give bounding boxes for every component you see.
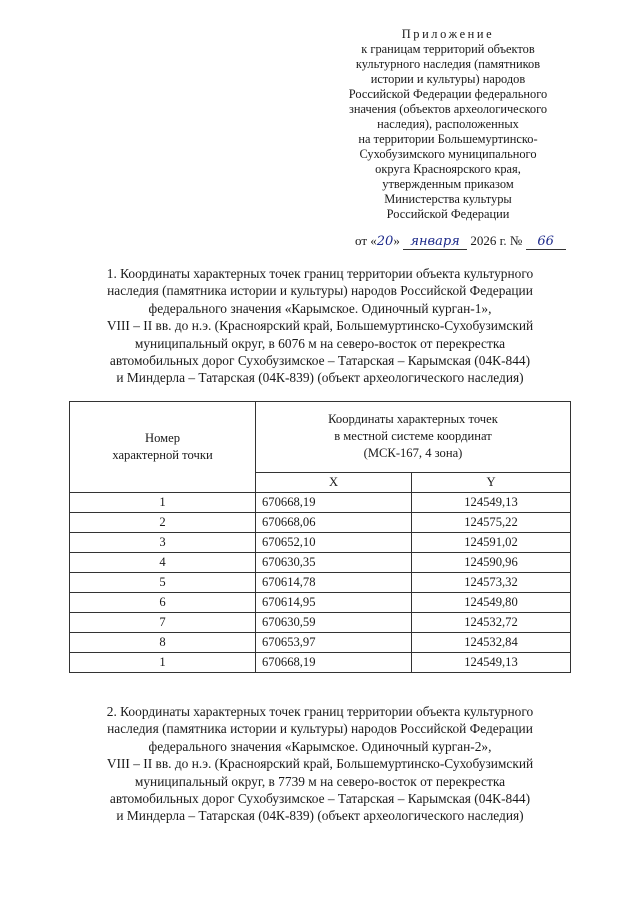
coord-y: 124549,13 bbox=[412, 493, 571, 513]
appendix-line: округа Красноярского края, bbox=[375, 162, 521, 176]
coord-y: 124549,80 bbox=[412, 593, 571, 613]
coord-x: 670630,35 bbox=[256, 553, 412, 573]
coord-y: 124532,84 bbox=[412, 633, 571, 653]
appendix-line: наследия), расположенных bbox=[377, 117, 519, 131]
point-number: 5 bbox=[70, 573, 256, 593]
table-row bbox=[70, 653, 571, 673]
section-line: наследия (памятника истории и культуры) народов Российской Федерации bbox=[107, 721, 533, 737]
section-line: муниципальный округ, в 7739 м на северо-восток от перекрестка bbox=[134, 773, 506, 789]
point-number: 7 bbox=[70, 613, 256, 633]
appendix-title: Приложение bbox=[401, 27, 495, 41]
coord-y: 124575,22 bbox=[412, 513, 571, 533]
section-line: VIII – II вв. до н.э. (Красноярский край, Большемуртинско-Сухобузимский bbox=[106, 756, 534, 772]
table-row bbox=[70, 573, 571, 593]
section-line: муниципальный округ, в 6076 м на северо-восток от перекрестка bbox=[134, 335, 506, 351]
appendix-line: Министерства культуры bbox=[384, 192, 512, 206]
order-number: 66 bbox=[526, 234, 566, 250]
order-year: 2026 г. № bbox=[470, 233, 523, 248]
coord-y: 124549,13 bbox=[412, 653, 571, 673]
table-row bbox=[70, 553, 571, 573]
section-line: и Миндерла – Татарская (04К-839) (объект археологического наследия) bbox=[116, 808, 524, 824]
table-row bbox=[70, 593, 571, 613]
section-line: наследия (памятника истории и культуры) народов Российской Федерации bbox=[107, 283, 533, 299]
coord-y: 124573,32 bbox=[412, 573, 571, 593]
header-y: Y bbox=[412, 472, 571, 492]
order-date-line bbox=[355, 233, 566, 250]
order-prefix: от « bbox=[355, 233, 377, 248]
point-number: 4 bbox=[70, 553, 256, 573]
header-x: X bbox=[256, 472, 412, 492]
section-line: федерального значения «Карымское. Одиночный курган-2», bbox=[148, 738, 492, 754]
section-line: автомобильных дорог Сухобузимское – Татарская – Карымская (04К-844) bbox=[109, 353, 531, 369]
coord-y: 124591,02 bbox=[412, 533, 571, 553]
table-row bbox=[70, 513, 571, 533]
section-2-heading bbox=[70, 703, 570, 825]
appendix-line: значения (объектов археологического bbox=[348, 102, 548, 116]
appendix-line: к границам территорий объектов bbox=[361, 42, 535, 56]
coord-x: 670668,19 bbox=[256, 493, 412, 513]
coord-x: 670653,97 bbox=[256, 633, 412, 653]
appendix-header bbox=[330, 27, 566, 222]
coord-x: 670668,19 bbox=[256, 653, 412, 673]
point-number: 2 bbox=[70, 513, 256, 533]
appendix-line: культурного наследия (памятников bbox=[355, 57, 541, 71]
coordinates-table bbox=[69, 401, 571, 673]
order-quote-close: » bbox=[393, 233, 400, 248]
appendix-line: Сухобузимского муниципального bbox=[359, 147, 537, 161]
appendix-line: на территории Большемуртинско- bbox=[358, 132, 538, 146]
coord-x: 670668,06 bbox=[256, 513, 412, 533]
coord-y: 124532,72 bbox=[412, 613, 571, 633]
coord-x: 670614,95 bbox=[256, 593, 412, 613]
coord-x: 670652,10 bbox=[256, 533, 412, 553]
section-line: 1. Координаты характерных точек границ территории объекта культурного bbox=[106, 266, 534, 281]
appendix-line: Российской Федерации федерального bbox=[348, 87, 548, 101]
appendix-line: утвержденным приказом bbox=[382, 177, 514, 191]
point-number: 6 bbox=[70, 593, 256, 613]
order-month: января bbox=[403, 234, 467, 250]
point-number: 3 bbox=[70, 533, 256, 553]
header-point-number: Номер характерной точки bbox=[70, 402, 256, 493]
table-row bbox=[70, 613, 571, 633]
coord-x: 670630,59 bbox=[256, 613, 412, 633]
section-line: автомобильных дорог Сухобузимское – Татарская – Карымская (04К-844) bbox=[109, 791, 531, 807]
section-line: 2. Координаты характерных точек границ территории объекта культурного bbox=[106, 704, 534, 719]
appendix-line: истории и культуры) народов bbox=[370, 72, 526, 86]
point-number: 8 bbox=[70, 633, 256, 653]
point-number: 1 bbox=[70, 653, 256, 673]
header-coordinates: Координаты характерных точек в местной системе координат (МСК-167, 4 зона) bbox=[256, 402, 571, 473]
table-row bbox=[70, 633, 571, 653]
section-line: и Миндерла – Татарская (04К-839) (объект археологического наследия) bbox=[116, 370, 524, 386]
table-row bbox=[70, 493, 571, 513]
order-day: 20 bbox=[376, 234, 394, 249]
section-line: VIII – II вв. до н.э. (Красноярский край, Большемуртинско-Сухобузимский bbox=[106, 318, 534, 334]
table-row bbox=[70, 533, 571, 553]
coord-x: 670614,78 bbox=[256, 573, 412, 593]
coord-y: 124590,96 bbox=[412, 553, 571, 573]
section-1-heading bbox=[70, 265, 570, 387]
appendix-line: Российской Федерации bbox=[386, 207, 510, 221]
section-line: федерального значения «Карымское. Одиночный курган-1», bbox=[148, 300, 492, 316]
point-number: 1 bbox=[70, 493, 256, 513]
